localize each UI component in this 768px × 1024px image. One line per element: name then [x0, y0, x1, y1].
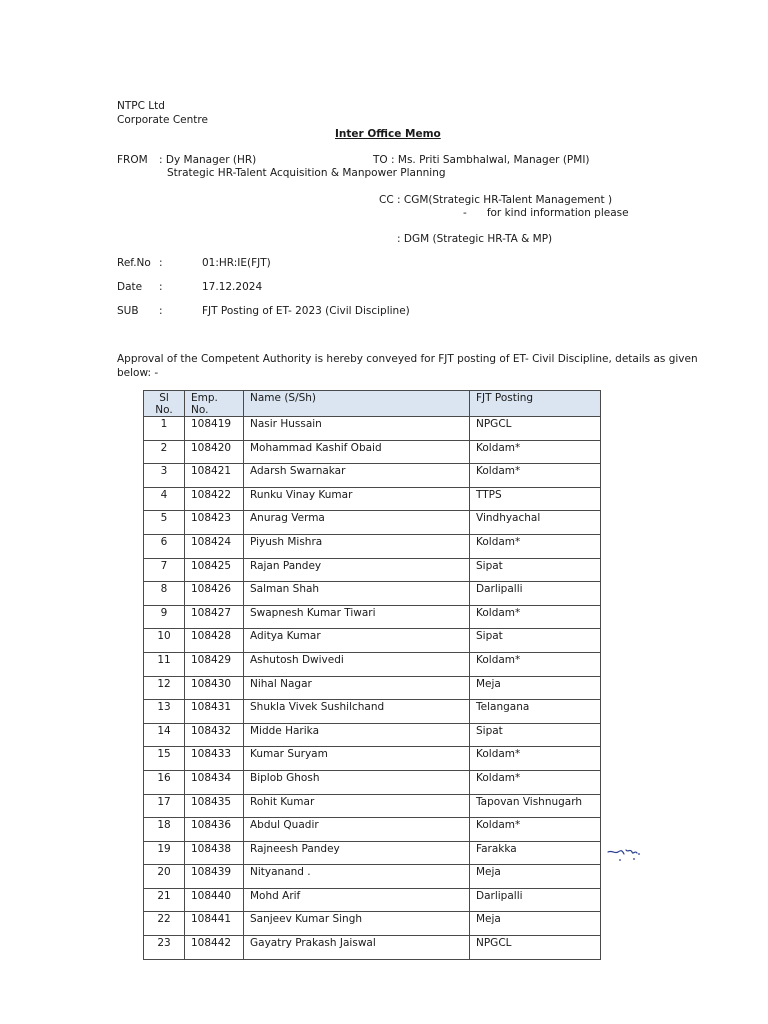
table-row [144, 440, 601, 464]
cell-name: Midde Harika [244, 723, 470, 747]
table-row [144, 794, 601, 818]
table-row [144, 582, 601, 606]
cell-name: Sanjeev Kumar Singh [244, 912, 470, 936]
cell-emp-no: 108424 [185, 534, 244, 558]
signature-mark [606, 844, 642, 864]
cell-fjt-posting: Sipat [470, 723, 601, 747]
cell-sl-no: 1 [144, 417, 185, 441]
from-department: Strategic HR-Talent Acquisition & Manpower Planning [167, 167, 446, 179]
cell-emp-no: 108425 [185, 558, 244, 582]
header-name: Name (S/Sh) [244, 391, 470, 417]
cell-fjt-posting: Meja [470, 865, 601, 889]
cell-sl-no: 18 [144, 818, 185, 842]
cell-emp-no: 108438 [185, 841, 244, 865]
subject-value: FJT Posting of ET- 2023 (Civil Discipline) [202, 305, 410, 317]
date-value: 17.12.2024 [202, 281, 263, 293]
cell-emp-no: 108423 [185, 511, 244, 535]
table-body [144, 417, 601, 960]
signature-dot-1 [619, 859, 621, 861]
cell-sl-no: 4 [144, 487, 185, 511]
table-row [144, 723, 601, 747]
cell-fjt-posting: NPGCL [470, 936, 601, 960]
cell-emp-no: 108421 [185, 464, 244, 488]
cell-fjt-posting: Sipat [470, 558, 601, 582]
cell-name: Salman Shah [244, 582, 470, 606]
cell-emp-no: 108433 [185, 747, 244, 771]
cell-sl-no: 19 [144, 841, 185, 865]
cell-emp-no: 108432 [185, 723, 244, 747]
signature-stroke [608, 850, 637, 854]
cell-sl-no: 22 [144, 912, 185, 936]
cell-sl-no: 10 [144, 629, 185, 653]
table-row [144, 558, 601, 582]
cell-name: Ashutosh Dwivedi [244, 652, 470, 676]
cell-sl-no: 3 [144, 464, 185, 488]
cell-sl-no: 11 [144, 652, 185, 676]
cell-name: Kumar Suryam [244, 747, 470, 771]
cell-fjt-posting: Koldam* [470, 770, 601, 794]
cell-fjt-posting: Farakka [470, 841, 601, 865]
cell-emp-no: 108436 [185, 818, 244, 842]
signature-dot-3 [638, 853, 640, 855]
cell-emp-no: 108441 [185, 912, 244, 936]
cell-emp-no: 108428 [185, 629, 244, 653]
table-row [144, 464, 601, 488]
table-row [144, 511, 601, 535]
cell-fjt-posting: Koldam* [470, 818, 601, 842]
cell-sl-no: 17 [144, 794, 185, 818]
subject-label: SUB [117, 305, 139, 317]
cell-fjt-posting: Koldam* [470, 440, 601, 464]
table-row [144, 417, 601, 441]
cc-note: - for kind information please [463, 207, 629, 219]
table-row [144, 936, 601, 960]
cell-fjt-posting: Tapovan Vishnugarh [470, 794, 601, 818]
cell-fjt-posting: Meja [470, 676, 601, 700]
table-row [144, 629, 601, 653]
cc-line-1: CC : CGM(Strategic HR-Talent Management ) [379, 194, 613, 206]
ref-colon: : [159, 257, 163, 269]
table-row [144, 747, 601, 771]
cell-name: Biplob Ghosh [244, 770, 470, 794]
cell-sl-no: 9 [144, 605, 185, 629]
table-row [144, 841, 601, 865]
cell-emp-no: 108422 [185, 487, 244, 511]
cell-name: Nasir Hussain [244, 417, 470, 441]
table-row [144, 534, 601, 558]
cell-name: Piyush Mishra [244, 534, 470, 558]
table-row [144, 912, 601, 936]
memo-title: Inter Office Memo [335, 128, 441, 140]
header-sl-no: Sl No. [144, 391, 185, 417]
cell-name: Gayatry Prakash Jaiswal [244, 936, 470, 960]
table-row [144, 652, 601, 676]
cell-emp-no: 108434 [185, 770, 244, 794]
posting-table [143, 390, 601, 960]
table-row [144, 770, 601, 794]
cell-emp-no: 108442 [185, 936, 244, 960]
ref-value: 01:HR:IE(FJT) [202, 257, 271, 269]
cc-line-2: : DGM (Strategic HR-TA & MP) [397, 233, 553, 245]
cell-sl-no: 5 [144, 511, 185, 535]
cell-name: Rajneesh Pandey [244, 841, 470, 865]
cell-emp-no: 108420 [185, 440, 244, 464]
cell-name: Shukla Vivek Sushilchand [244, 700, 470, 724]
table-row [144, 865, 601, 889]
cell-fjt-posting: Darlipalli [470, 582, 601, 606]
date-colon: : [159, 281, 163, 293]
cell-sl-no: 23 [144, 936, 185, 960]
cell-fjt-posting: Vindhyachal [470, 511, 601, 535]
from-label: FROM [117, 154, 148, 166]
cell-sl-no: 8 [144, 582, 185, 606]
cell-name: Aditya Kumar [244, 629, 470, 653]
cell-fjt-posting: Sipat [470, 629, 601, 653]
cell-sl-no: 20 [144, 865, 185, 889]
date-label: Date [117, 281, 143, 293]
cell-emp-no: 108427 [185, 605, 244, 629]
cell-sl-no: 13 [144, 700, 185, 724]
cell-emp-no: 108426 [185, 582, 244, 606]
signature-dot-2 [633, 858, 635, 860]
cell-emp-no: 108440 [185, 888, 244, 912]
subject-colon: : [159, 305, 163, 317]
from-value: : Dy Manager (HR) [159, 154, 257, 166]
table-row [144, 700, 601, 724]
table-row [144, 888, 601, 912]
org-name: NTPC Ltd [117, 100, 165, 112]
cell-name: Nityanand . [244, 865, 470, 889]
cell-name: Abdul Quadir [244, 818, 470, 842]
cell-fjt-posting: Koldam* [470, 605, 601, 629]
cell-sl-no: 2 [144, 440, 185, 464]
cell-emp-no: 108419 [185, 417, 244, 441]
to-value: TO : Ms. Priti Sambhalwal, Manager (PMI) [373, 154, 590, 166]
table-row [144, 605, 601, 629]
table-row [144, 818, 601, 842]
cell-fjt-posting: Meja [470, 912, 601, 936]
cell-sl-no: 16 [144, 770, 185, 794]
cell-sl-no: 21 [144, 888, 185, 912]
cell-sl-no: 12 [144, 676, 185, 700]
cell-name: Rohit Kumar [244, 794, 470, 818]
cell-fjt-posting: Koldam* [470, 747, 601, 771]
cell-fjt-posting: TTPS [470, 487, 601, 511]
cell-emp-no: 108429 [185, 652, 244, 676]
cell-sl-no: 6 [144, 534, 185, 558]
cell-emp-no: 108435 [185, 794, 244, 818]
cell-name: Nihal Nagar [244, 676, 470, 700]
table-header-row [144, 391, 601, 417]
ref-label: Ref.No [117, 257, 151, 269]
cell-fjt-posting: NPGCL [470, 417, 601, 441]
body-line-1: Approval of the Competent Authority is hereby conveyed for FJT posting of ET- Civil Discipline, details as given [117, 353, 698, 365]
header-fjt-posting: FJT Posting [470, 391, 601, 417]
cell-name: Mohammad Kashif Obaid [244, 440, 470, 464]
cell-emp-no: 108430 [185, 676, 244, 700]
cell-name: Adarsh Swarnakar [244, 464, 470, 488]
cell-fjt-posting: Koldam* [470, 534, 601, 558]
cell-name: Swapnesh Kumar Tiwari [244, 605, 470, 629]
cell-name: Runku Vinay Kumar [244, 487, 470, 511]
cell-fjt-posting: Koldam* [470, 464, 601, 488]
cell-fjt-posting: Koldam* [470, 652, 601, 676]
cell-emp-no: 108431 [185, 700, 244, 724]
header-emp-no: Emp. No. [185, 391, 244, 417]
org-unit: Corporate Centre [117, 114, 208, 126]
cell-name: Anurag Verma [244, 511, 470, 535]
cell-sl-no: 14 [144, 723, 185, 747]
cell-emp-no: 108439 [185, 865, 244, 889]
body-line-2: below: - [117, 367, 159, 379]
cell-fjt-posting: Darlipalli [470, 888, 601, 912]
table-row [144, 676, 601, 700]
cell-fjt-posting: Telangana [470, 700, 601, 724]
cell-name: Rajan Pandey [244, 558, 470, 582]
table-row [144, 487, 601, 511]
cell-sl-no: 15 [144, 747, 185, 771]
cell-sl-no: 7 [144, 558, 185, 582]
cell-name: Mohd Arif [244, 888, 470, 912]
